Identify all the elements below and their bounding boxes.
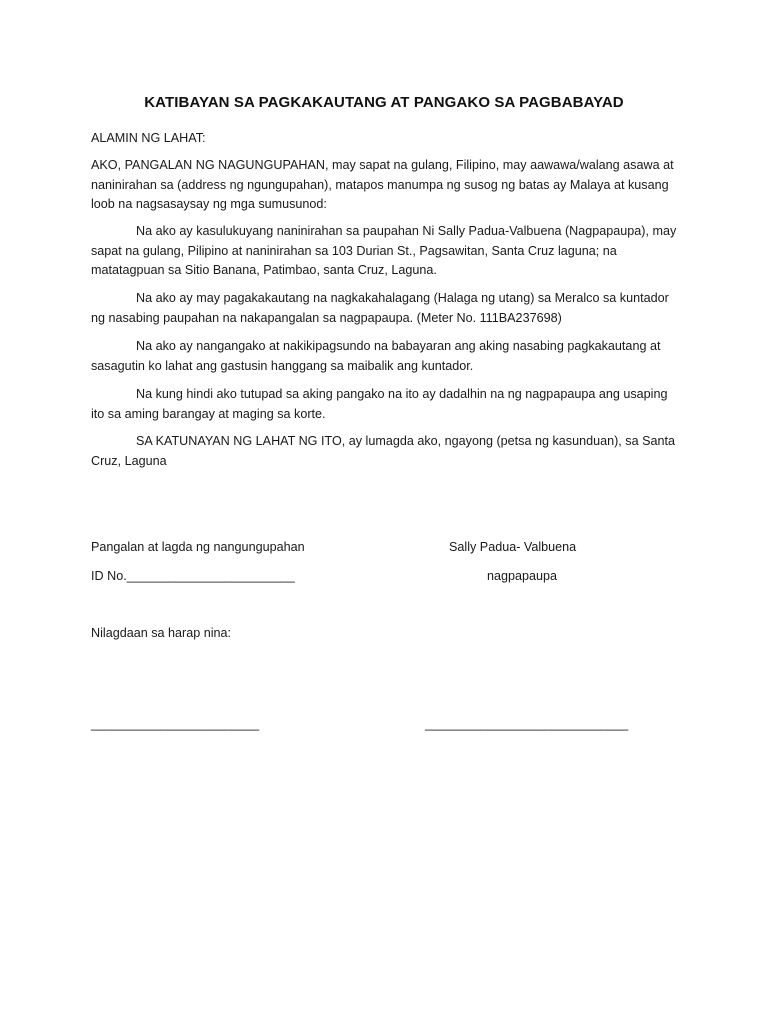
salutation: ALAMIN NG LAHAT: <box>91 131 206 145</box>
tenant-signature-label: Pangalan at lagda ng nangungupahan <box>91 540 305 554</box>
witness-signature-line-1: ________________________ <box>91 717 260 731</box>
witness-label: Nilagdaan sa harap nina: <box>91 626 232 640</box>
witness-signature-line-2: _____________________________ <box>425 717 629 731</box>
landlord-role: nagpapaupa <box>487 569 558 583</box>
paragraph-attestation: SA KATUNAYAN NG LAHAT NG ITO, ay lumagda ako, ngayong (petsa ng kasunduan), sa Santa Cruz, Laguna <box>91 434 676 468</box>
landlord-name: Sally Padua- Valbuena <box>449 540 577 554</box>
paragraph-residence: Na ako ay kasulukuyang naninirahan sa paupahan Ni Sally Padua-Valbuena (Nagpapaupa), may sapat na gulang, Pilipino at naninirahan sa 103 Durian St., Pagsawitan, Santa Cruz laguna; na matatagpuan sa Sitio Banana, Patimbao, santa Cruz, Laguna. <box>91 224 677 277</box>
paragraph-promise: Na ako ay nangangako at nakikipagsundo na babayaran ang aking nasabing pagkakautang at sasagutin ko lahat ang gastusin hanggang sa maibalik ang kuntador. <box>91 339 661 373</box>
paragraph-affiant-statement: AKO, PANGALAN NG NAGUNGUPAHAN, may sapat na gulang, Filipino, may aawawa/walang asawa at naninirahan sa (address ng ngungupahan), matapos manumpa ng susog ng batas ay Malaya at kusang loob na nagsasaysay ng mga sumusunod: <box>91 158 674 211</box>
paragraph-consequence: Na kung hindi ako tutupad sa aking pangako na ito ay dadalhin na ng nagpapaupa ang usaping ito sa aming barangay at maging sa korte. <box>91 387 668 421</box>
id-number-field: ID No.________________________ <box>91 569 295 583</box>
paragraph-debt: Na ako ay may pagakakautang na nagkakahalagang (Halaga ng utang) sa Meralco sa kuntador ng nasabing paupahan na nakapangalan sa nagpapaupa. (Meter No. 111BA237698) <box>91 291 669 325</box>
document-title: KATIBAYAN SA PAGKAKAUTANG AT PANGAKO SA PAGBABAYAD <box>144 94 624 111</box>
